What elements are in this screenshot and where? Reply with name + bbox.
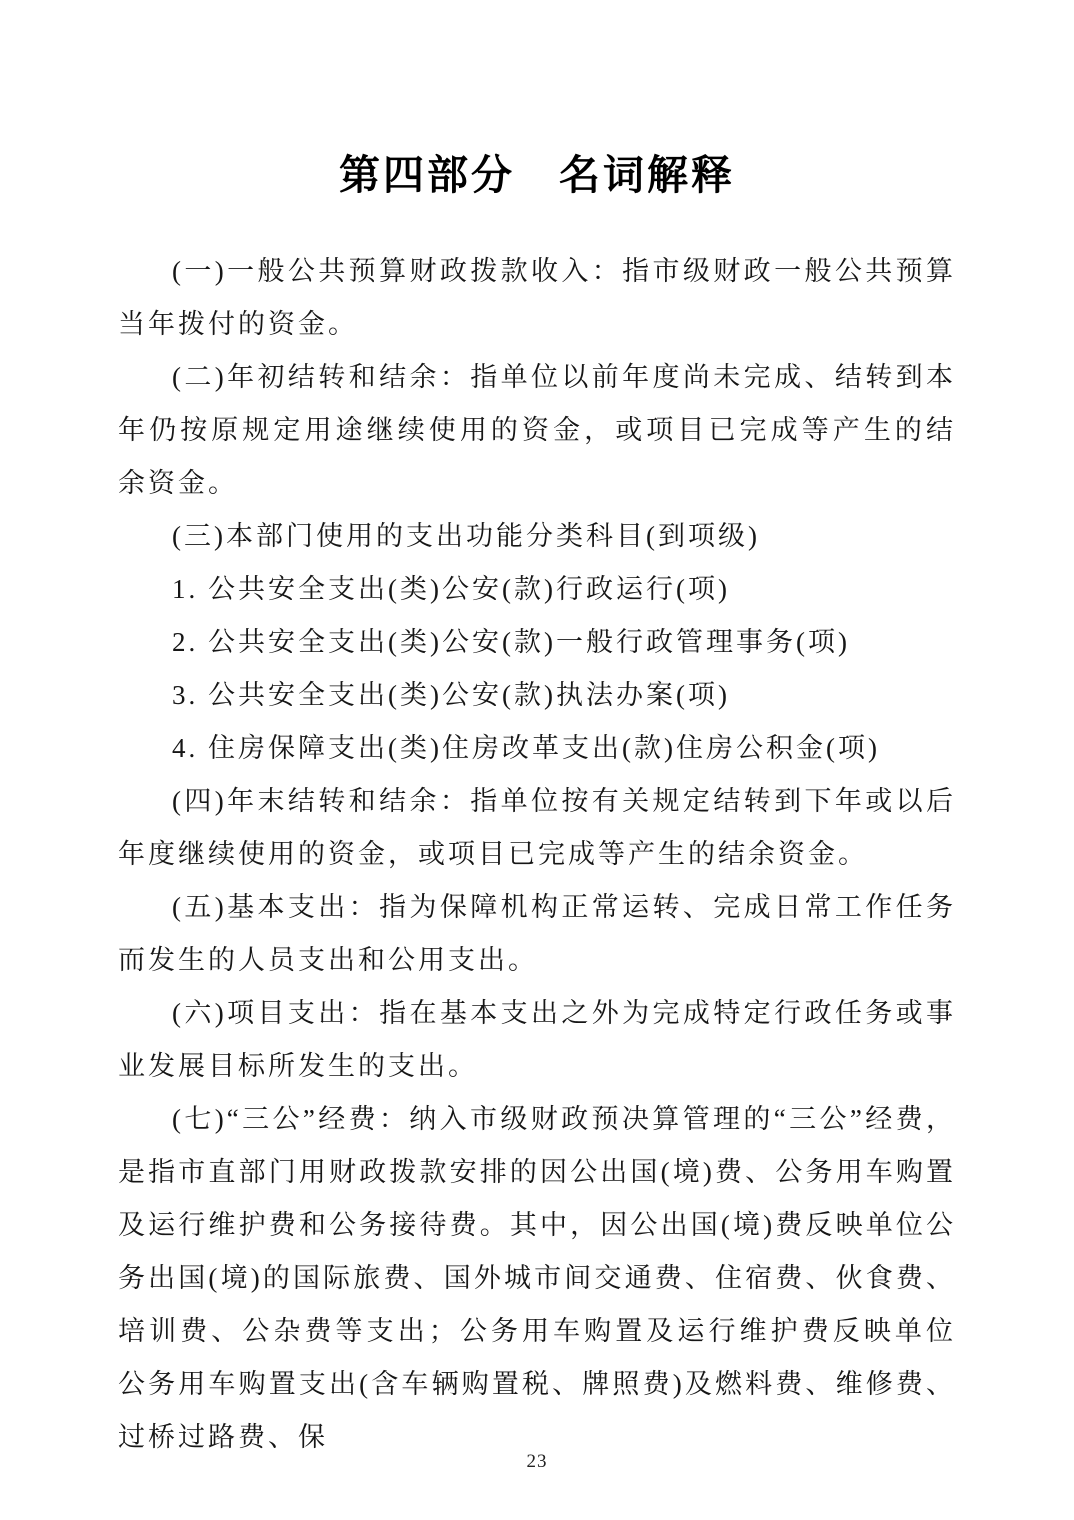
paragraph-three-public-funds: (七)“三公”经费：纳入市级财政预决算管理的“三公”经费，是指市直部门用财政拨款安排的因公出国(境)费、公务用车购置及运行维护费和公务接待费。其中，因公出国(境)费反映单位公务出国(境)的国际旅费、国外城市间交通费、住宿费、伙食费、培训费、公杂费等支出；公务用车购置及运行维护费反映单位公务用车购置支出(含车辆购置税、牌照费)及燃料费、维修费、过桥过路费、保 [118,1104,956,1452]
list-item-1-public-security-admin-operation: 1. 公共安全支出(类)公安(款)行政运行(项) [172,574,730,604]
list-item-3-public-security-law-enforcement: 3. 公共安全支出(类)公安(款)执法办案(项) [172,680,730,710]
list-item-2-public-security-general-admin: 2. 公共安全支出(类)公安(款)一般行政管理事务(项) [172,627,850,657]
paragraph-general-public-budget-income: (一)一般公共预算财政拨款收入：指市级财政一般公共预算当年拨付的资金。 [118,256,956,339]
paragraph-carryover-end-of-year: (四)年末结转和结余：指单位按有关规定结转到下年或以后年度继续使用的资金，或项目已完成等产生的结余资金。 [118,786,956,869]
list-item-4-housing-security-provident-fund: 4. 住房保障支出(类)住房改革支出(款)住房公积金(项) [172,733,880,763]
paragraph-basic-expenditure: (五)基本支出：指为保障机构正常运转、完成日常工作任务而发生的人员支出和公用支出。 [118,892,956,975]
paragraph-expenditure-function-categories: (三)本部门使用的支出功能分类科目(到项级) [172,521,760,551]
page-number: 23 [526,1451,548,1472]
paragraph-carryover-beginning-of-year: (二)年初结转和结余：指单位以前年度尚未完成、结转到本年仍按原规定用途继续使用的资金，或项目已完成等产生的结余资金。 [118,362,956,498]
section-title: 第四部分 名词解释 [339,151,735,199]
document-content [118,150,956,1464]
paragraph-project-expenditure: (六)项目支出：指在基本支出之外为完成特定行政任务或事业发展目标所发生的支出。 [118,998,956,1081]
